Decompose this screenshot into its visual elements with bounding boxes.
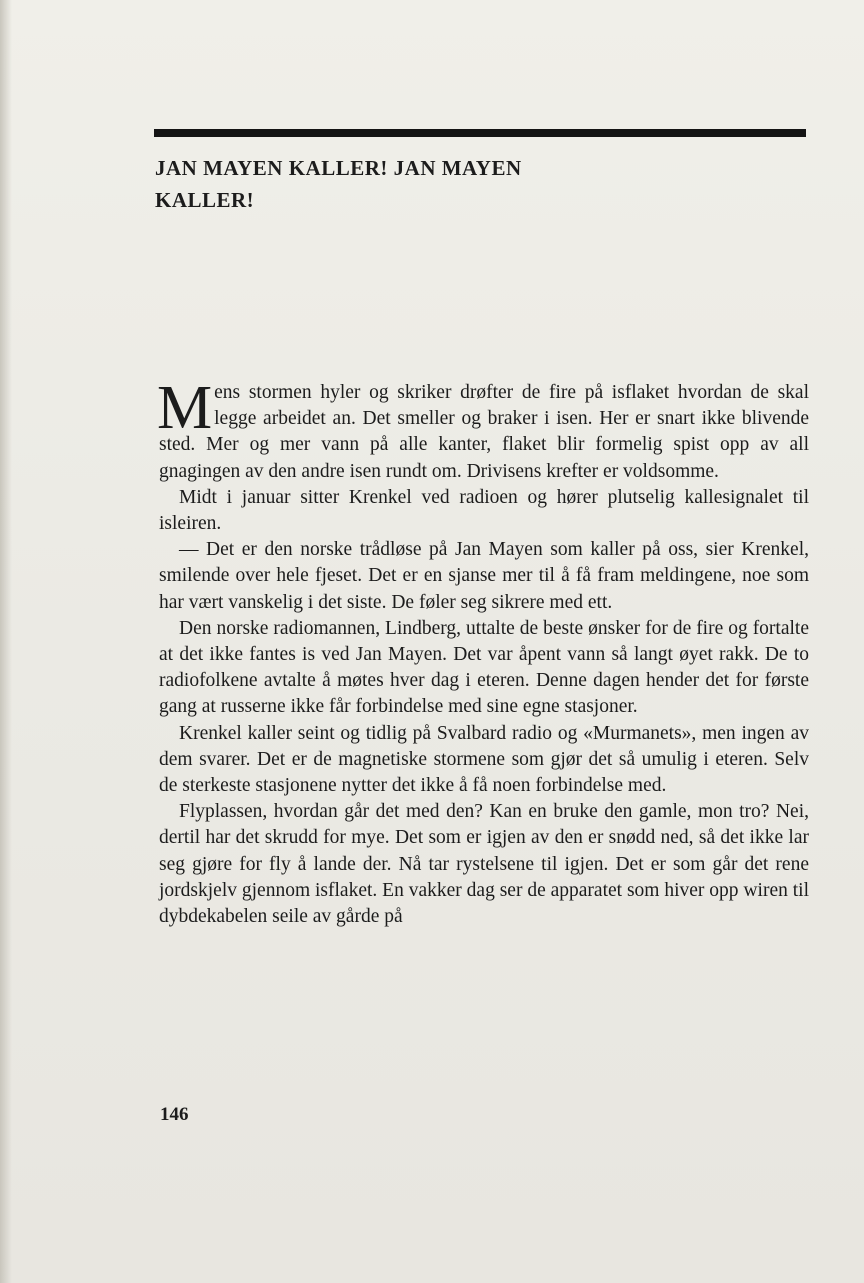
paragraph-1	[157, 374, 809, 485]
chapter-rule	[154, 129, 806, 137]
drop-cap: M	[157, 374, 213, 442]
paragraph-5: Krenkel kaller seint og tidlig på Svalbard radio og «Murmanets», men ingen av dem svarer. Det er de magnetiske stormene som gjør det så umulig i eteren. Selv de sterkeste stasjonene nytter det ikke å få noen forbindelse med.	[159, 722, 809, 797]
paragraph-4: Den norske radiomannen, Lindberg, uttalte de beste ønsker for de fire og fortalte at det ikke fantes is ved Jan Mayen. Det var åpent vann så langt øyet rakk. De to radiofolkene avtalte å møtes hver dag i eteren. Denne dagen hender det for første gang at russerne ikke får forbindelse med sine egne stasjoner.	[159, 617, 809, 718]
paragraph-3: — Det er den norske trådløse på Jan Mayen som kaller på oss, sier Krenkel, smilende over hele fjeset. Det er en sjanse mer til å få fram meldingene, noe som har vært vanskelig i det siste. De føler seg sikrere med ett.	[159, 539, 809, 613]
body-text	[157, 374, 809, 930]
page-number: 146	[160, 1104, 189, 1125]
paragraph-2: Midt i januar sitter Krenkel ved radioen og hører plutselig kallesignalet til isleiren.	[159, 486, 809, 535]
chapter-title: JAN MAYEN KALLER! JAN MAYEN KALLER!	[155, 156, 522, 212]
paragraph-6: Flyplassen, hvordan går det med den? Kan en bruke den gamle, mon tro? Nei, dertil har det skrudd for mye. Det som er igjen av den er snødd ned, så det ikke lar seg gjøre for fly å lande der. Nå tar rystelsene til igjen. Det er som går det rene jordskjelv gjennom isflaket. En vakker dag ser de apparatet som hiver opp wiren til dybdekabelen seile av gårde på	[159, 801, 809, 928]
paragraph-1-text: ens stormen hyler og skriker drøfter de fire på isflaket hvordan de skal legge arbeidet an. Det smeller og braker i isen. Her er snart ikke blivende sted. Mer og mer vann på alle kanter, flaket blir formelig spist opp av all gnagingen av den andre isen rundt om. Drivisens krefter er voldsomme.	[159, 382, 809, 482]
